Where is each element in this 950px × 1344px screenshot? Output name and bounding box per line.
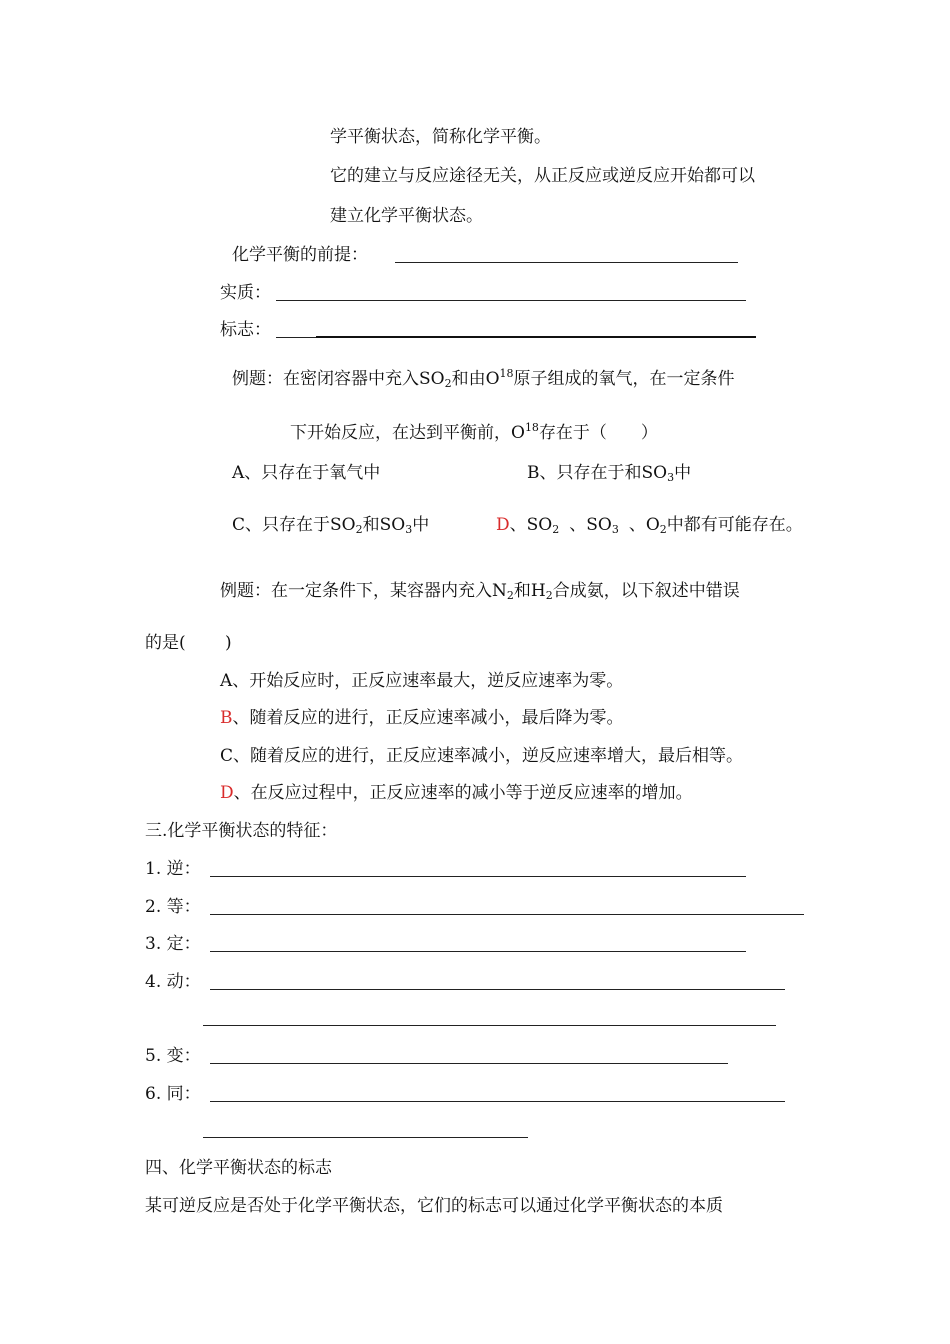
- intro-line-1: 学平衡状态，简称化学平衡。: [330, 127, 551, 147]
- intro-line-2: 它的建立与反应途径无关，从正反应或逆反应开始都可以: [330, 166, 755, 186]
- premise-label: 化学平衡的前提：: [232, 245, 368, 265]
- essence-label: 实质：: [220, 283, 271, 303]
- sign-blank[interactable]: [316, 336, 756, 338]
- answer-letter-d: D: [496, 515, 510, 535]
- example2-option-b[interactable]: B、随着反应的进行，正反应速率减小，最后降为零。: [220, 708, 624, 728]
- feature-blank-3[interactable]: [210, 951, 746, 952]
- section4-text: 某可逆反应是否处于化学平衡状态，它们的标志可以通过化学平衡状态的本质: [145, 1196, 723, 1216]
- example1-question-line2: 下开始反应，在达到平衡前，$O^{18}$存在于（ ）: [290, 421, 658, 443]
- feature-blank-5[interactable]: [210, 1063, 728, 1064]
- example2-option-d[interactable]: D、在反应过程中，正反应速率的减小等于逆反应速率的增加。: [220, 783, 693, 803]
- section3-title: 三.化学平衡状态的特征：: [145, 821, 338, 841]
- feature-blank-1[interactable]: [210, 876, 746, 877]
- feature-label-3: 3. 定：: [145, 934, 201, 954]
- feature-label-1: 1. 逆：: [145, 859, 201, 879]
- example1-option-b[interactable]: B、只存在于和$SO_3$中: [527, 463, 692, 484]
- feature-blank-6-line2[interactable]: [203, 1137, 528, 1138]
- example1-option-a[interactable]: A、只存在于氧气中: [232, 463, 381, 483]
- sign-blank-thin[interactable]: [276, 337, 316, 338]
- feature-label-5: 5. 变：: [145, 1046, 201, 1066]
- feature-blank-4-line2[interactable]: [203, 1025, 776, 1026]
- feature-blank-2[interactable]: [210, 914, 804, 915]
- example2-option-c[interactable]: C、随着反应的进行，正反应速率减小，逆反应速率增大，最后相等。: [220, 746, 744, 766]
- answer-letter-b: B: [220, 708, 233, 728]
- example1-option-c[interactable]: C、只存在于$SO_2$和$SO_3$中: [232, 515, 430, 536]
- feature-blank-6[interactable]: [210, 1101, 785, 1102]
- feature-label-4: 4. 动：: [145, 972, 201, 992]
- feature-label-6: 6. 同：: [145, 1084, 201, 1104]
- sign-label: 标志：: [220, 320, 271, 340]
- essence-blank[interactable]: [276, 300, 746, 301]
- example2-question-line1: 例题：在一定条件下，某容器内充入$N_2$和$H_2$合成氨，以下叙述中错误: [220, 581, 740, 602]
- section4-title: 四、化学平衡状态的标志: [145, 1158, 332, 1178]
- answer-letter-d: D: [220, 783, 234, 803]
- example1-option-d[interactable]: D、$SO_2$ 、$SO_3$ 、$O_2$中都有可能存在。: [496, 515, 803, 536]
- example1-question-line1: 例题：在密闭容器中充入$SO_2$和由$O^{18}$原子组成的氧气，在一定条件: [232, 367, 735, 390]
- intro-line-3: 建立化学平衡状态。: [330, 206, 483, 226]
- premise-blank[interactable]: [395, 262, 738, 263]
- example2-question-line2: 的是( ): [145, 633, 232, 653]
- feature-blank-4[interactable]: [210, 989, 785, 990]
- feature-label-2: 2. 等：: [145, 897, 201, 917]
- example2-option-a[interactable]: A、开始反应时，正反应速率最大，逆反应速率为零。: [220, 671, 624, 691]
